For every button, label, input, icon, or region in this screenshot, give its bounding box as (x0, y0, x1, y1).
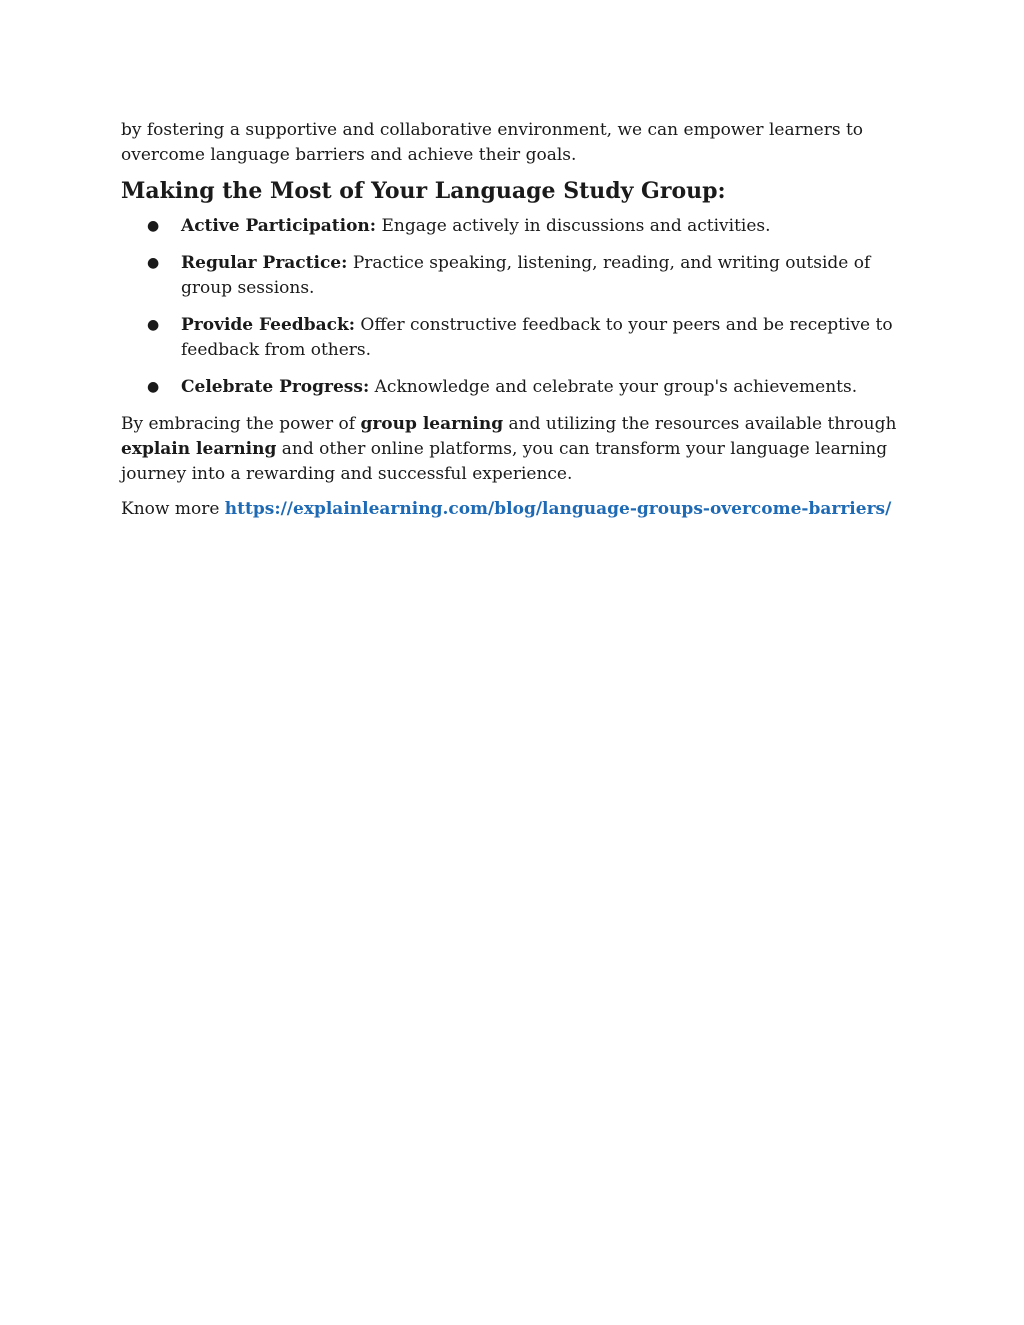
list-item (121, 214, 901, 239)
closing-bold-explain-learning: explain learning (121, 439, 277, 459)
list-item-term: Active Participation: (181, 216, 377, 236)
closing-text-3: and other online platforms, you can transform your language learning journey into a rewarding and successful experience. (121, 439, 888, 484)
bullet-icon: ● (147, 317, 160, 333)
know-more-paragraph (121, 497, 901, 522)
list-item-desc: Engage actively in discussions and activities. (381, 216, 771, 236)
know-more-label: Know more (121, 499, 220, 519)
intro-paragraph: by fostering a supportive and collaborative environment, we can empower learners to overcome language barriers and achieve their goals. (121, 120, 864, 165)
list-item-desc: Offer constructive feedback to your peers and be receptive to feedback from others. (181, 315, 893, 360)
list-item-term: Regular Practice: (181, 253, 348, 273)
closing-bold-group-learning: group learning (360, 414, 504, 434)
tips-list (121, 214, 901, 400)
list-item-desc: Acknowledge and celebrate your group's achievements. (374, 377, 858, 397)
document-page (121, 118, 901, 532)
know-more-link[interactable]: https://explainlearning.com/blog/language-groups-overcome-barriers/ (224, 499, 892, 519)
bullet-icon: ● (147, 218, 160, 234)
list-item-term: Provide Feedback: (181, 315, 356, 335)
list-item-term: Celebrate Progress: (181, 377, 370, 397)
section-heading: Making the Most of Your Language Study Group: (121, 178, 726, 204)
closing-text-2: and utilizing the resources available through (508, 414, 897, 434)
closing-paragraph (121, 412, 901, 487)
bullet-icon: ● (147, 255, 160, 271)
list-item (121, 251, 901, 301)
list-item (121, 313, 901, 363)
bullet-icon: ● (147, 379, 160, 395)
closing-text-1: By embracing the power of (121, 414, 356, 434)
list-item-desc: Practice speaking, listening, reading, and writing outside of group sessions. (181, 253, 871, 298)
list-item (121, 375, 901, 400)
